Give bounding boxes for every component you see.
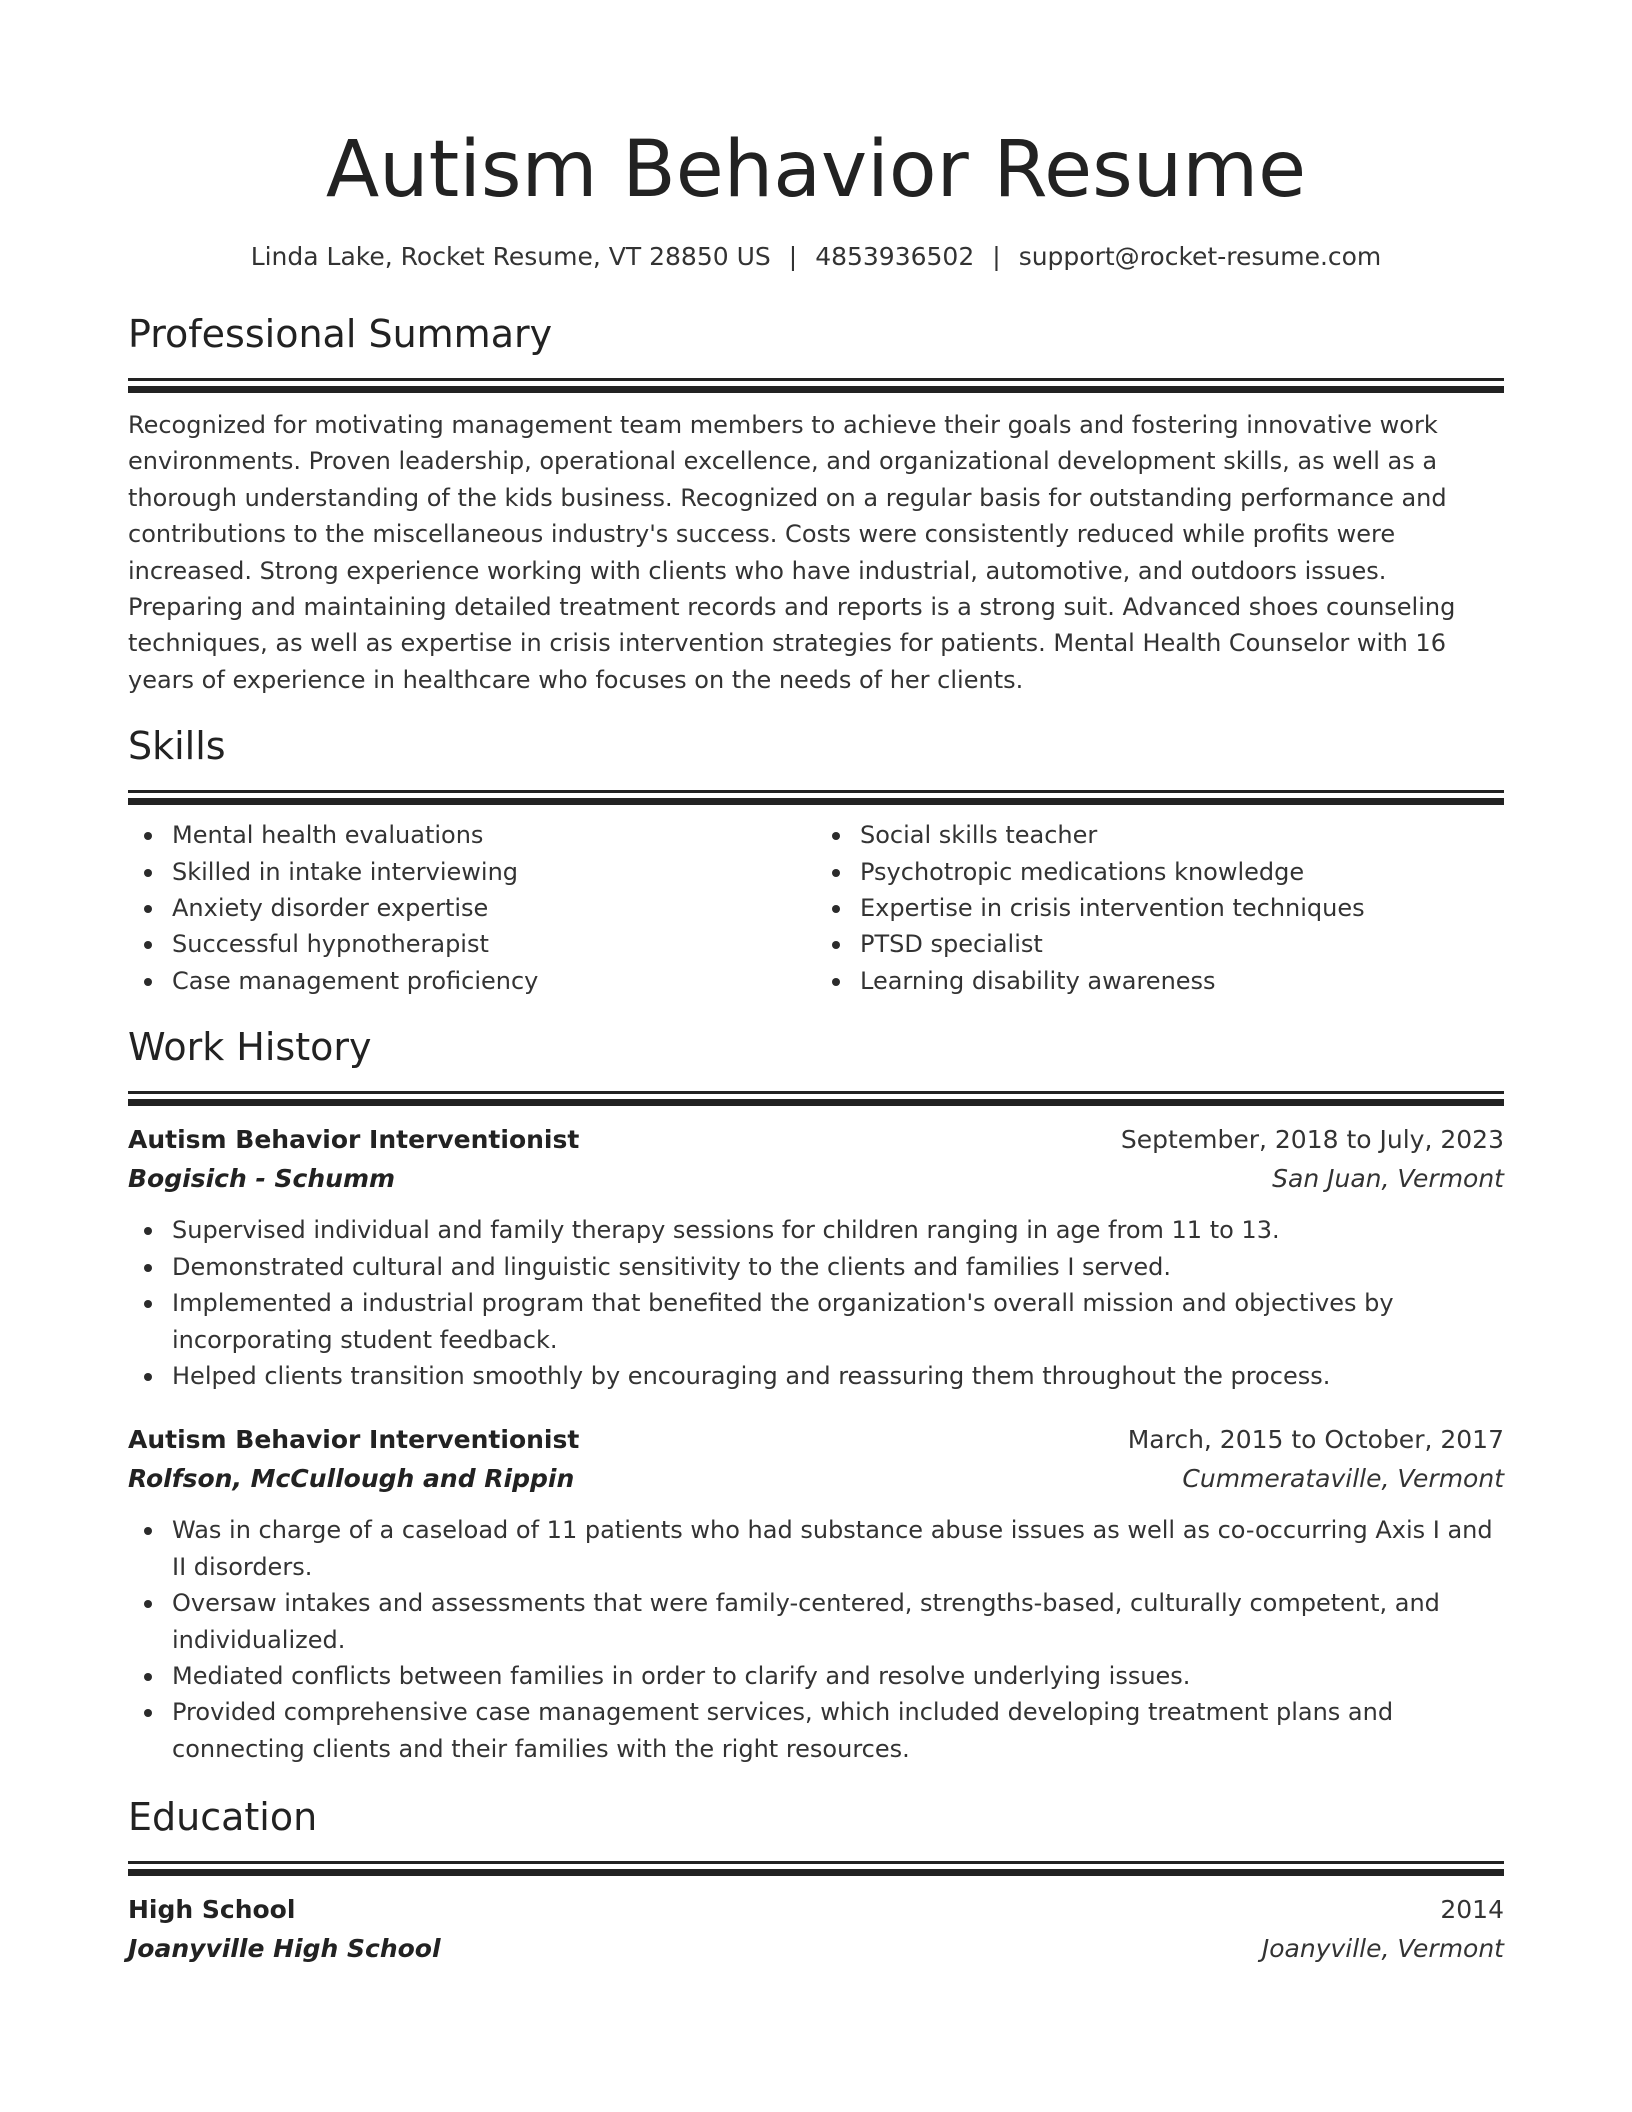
summary-text: Recognized for motivating management team members to achieve their goals and fostering innovative work environments. Proven leadership, operational excellence, and organizational development skills, as well as a thorough understanding of the kids business. Recognized on a regular basis for outstanding performance and contributions to the miscellaneous industry's success. Costs were consistently reduced while profits were increased. Strong experience working with clients who have industrial, automotive, and outdoors issues. Preparing and maintaining detailed treatment records and reports is a strong suit. Advanced shoes counseling techniques, as well as expertise in crisis intervention strategies for patients. Mental Health Counselor with 16 years of experience in healthcare who focuses on the needs of her clients. — [128, 411, 1456, 694]
skill-item: PTSD specialist — [860, 926, 1504, 962]
job-bullet: Mediated conflicts between families in order to clarify and resolve underlying issues. — [172, 1658, 1504, 1694]
skill-item: Skilled in intake interviewing — [172, 854, 816, 890]
job-dates: September, 2018 to July, 2023 — [1120, 1125, 1504, 1155]
job-employer: Bogisich - Schumm — [128, 1164, 396, 1194]
section-divider-thick — [128, 386, 1504, 393]
job-bullets — [128, 1512, 1504, 1767]
section-heading-education: Education — [128, 1795, 318, 1840]
job-bullets — [128, 1212, 1504, 1394]
job-entry — [128, 1420, 1504, 1767]
skill-item: Social skills teacher — [860, 817, 1504, 853]
section-heading-skills: Skills — [128, 724, 226, 769]
skills-list-right — [816, 817, 1504, 999]
section-divider — [128, 1861, 1504, 1864]
job-dates: March, 2015 to October, 2017 — [1127, 1425, 1504, 1455]
education-entry — [128, 1890, 1504, 1968]
job-header-row — [128, 1120, 1504, 1160]
job-location: Cummerataville, Vermont — [1182, 1464, 1504, 1494]
job-subheader-row — [128, 1160, 1504, 1198]
education-location: Joanyville, Vermont — [1261, 1934, 1504, 1964]
section-heading-work: Work History — [128, 1025, 372, 1070]
education-school: Joanyville High School — [128, 1934, 441, 1964]
section-divider-thick — [128, 1869, 1504, 1876]
education-degree: High School — [128, 1895, 296, 1925]
skills-columns — [128, 817, 1504, 999]
skill-item: Expertise in crisis intervention techniques — [860, 890, 1504, 926]
contact-phone: 4853936502 — [815, 242, 975, 271]
skill-item: Learning disability awareness — [860, 963, 1504, 999]
job-title: Autism Behavior Interventionist — [128, 1125, 580, 1155]
job-subheader-row — [128, 1460, 1504, 1498]
skill-item: Successful hypnotherapist — [172, 926, 816, 962]
section-heading-summary: Professional Summary — [128, 312, 553, 356]
contact-address: Linda Lake, Rocket Resume, VT 28850 US — [250, 242, 771, 271]
resume-title: Autism Behavior Resume — [325, 125, 1307, 215]
job-location: San Juan, Vermont — [1272, 1164, 1504, 1194]
contact-line — [128, 240, 1504, 274]
contact-separator: | — [992, 242, 1001, 271]
job-bullet: Helped clients transition smoothly by encouraging and reassuring them throughout the process. — [172, 1358, 1504, 1394]
skill-item: Anxiety disorder expertise — [172, 890, 816, 926]
skill-item: Case management proficiency — [172, 963, 816, 999]
job-bullet: Oversaw intakes and assessments that were family-centered, strengths-based, culturally competent, and individualized. — [172, 1585, 1504, 1658]
job-bullet: Demonstrated cultural and linguistic sensitivity to the clients and families I served. — [172, 1249, 1504, 1285]
job-entry — [128, 1120, 1504, 1394]
job-header-row — [128, 1420, 1504, 1460]
work-history-section — [128, 1023, 1504, 1767]
section-divider-thick — [128, 1099, 1504, 1106]
education-header-row — [128, 1890, 1504, 1930]
education-section — [128, 1793, 1504, 1968]
section-divider — [128, 790, 1504, 793]
job-bullet: Was in charge of a caseload of 11 patients who had substance abuse issues as well as co-occurring Axis I and II disorders. — [172, 1512, 1504, 1585]
education-subheader-row — [128, 1930, 1504, 1968]
section-divider — [128, 378, 1504, 381]
contact-separator: | — [788, 242, 798, 271]
section-divider — [128, 1091, 1504, 1094]
skill-item: Mental health evaluations — [172, 817, 816, 853]
job-employer: Rolfson, McCullough and Rippin — [128, 1464, 575, 1494]
contact-email: support@rocket-resume.com — [1018, 242, 1382, 271]
job-bullet: Provided comprehensive case management services, which included developing treatment plans and connecting clients and their families with the right resources. — [172, 1694, 1504, 1767]
education-year: 2014 — [1440, 1895, 1504, 1925]
skills-list-left — [128, 817, 816, 999]
job-bullet: Supervised individual and family therapy sessions for children ranging in age from 11 to 13. — [172, 1212, 1504, 1248]
summary-section — [128, 310, 1504, 698]
skills-section — [128, 722, 1504, 999]
job-bullet: Implemented a industrial program that benefited the organization's overall mission and objectives by incorporating student feedback. — [172, 1285, 1504, 1358]
section-divider-thick — [128, 798, 1504, 805]
skill-item: Psychotropic medications knowledge — [860, 854, 1504, 890]
job-title: Autism Behavior Interventionist — [128, 1425, 580, 1455]
